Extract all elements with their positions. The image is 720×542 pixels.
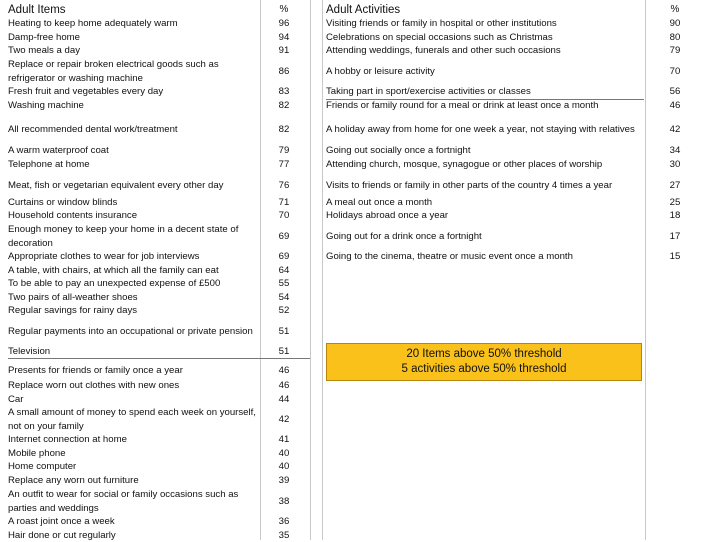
activity-row-pct: 80 (669, 31, 681, 43)
activity-row-label: Friends or family round for a meal or drink at least once a month (326, 99, 599, 111)
activity-row-label: Visiting friends or family in hospital or other institutions (326, 17, 557, 29)
item-row-pct: 82 (278, 99, 290, 111)
item-row-label: Fresh fruit and vegetables every day (8, 85, 164, 97)
item-row-pct: 69 (278, 250, 290, 262)
activity-row-label: Going out for a drink once a fortnight (326, 230, 482, 242)
item-row-label: Appropriate clothes to wear for job interviews (8, 250, 200, 262)
item-row-label: Replace or repair broken electrical goods such as refrigerator or washing machine (8, 59, 219, 84)
item-row-pct: 91 (278, 44, 290, 56)
activity-row-label: A meal out once a month (326, 196, 433, 208)
item-row-pct: 71 (278, 196, 290, 208)
item-row-label: Car (8, 393, 24, 405)
item-row-pct: 52 (278, 304, 290, 316)
activity-row-label: Attending weddings, funerals and other such occasions (326, 44, 561, 56)
item-row-label: A roast joint once a week (8, 515, 115, 527)
item-row-pct: 51 (278, 325, 290, 337)
item-row-pct: 35 (278, 529, 290, 541)
item-row-pct: 36 (278, 515, 290, 527)
item-row-pct: 69 (278, 230, 290, 242)
item-row-label: A table, with chairs, at which all the family can eat (8, 264, 219, 276)
activity-row-pct: 27 (669, 179, 681, 191)
item-row-pct: 38 (278, 495, 290, 507)
item-row-label: Replace worn out clothes with new ones (8, 379, 180, 391)
item-row-pct: 64 (278, 264, 290, 276)
item-row-label: All recommended dental work/treatment (8, 123, 178, 135)
item-row-pct: 40 (278, 460, 290, 472)
activity-row-label: Attending church, mosque, synagogue or other places of worship (326, 158, 603, 170)
item-row-label: Internet connection at home (8, 433, 127, 445)
item-row-label: Regular payments into an occupational or private pension (8, 325, 253, 337)
column-divider (260, 0, 261, 540)
item-row-label: Mobile phone (8, 447, 66, 459)
activity-row-label: Holidays abroad once a year (326, 209, 449, 221)
activity-row-pct: 46 (669, 99, 681, 111)
column-divider (645, 0, 646, 540)
activity-row-pct: 79 (669, 44, 681, 56)
threshold-line (8, 358, 310, 359)
activity-row-pct: 90 (669, 17, 681, 29)
activity-row-pct: 17 (669, 230, 681, 242)
item-row-label: Presents for friends or family once a year (8, 364, 183, 376)
item-row-label: A warm waterproof coat (8, 144, 109, 156)
activity-row-pct: 56 (669, 85, 681, 97)
item-row-pct: 40 (278, 447, 290, 459)
item-row-label: Washing machine (8, 99, 84, 111)
column-divider (310, 0, 311, 540)
activity-row-pct: 34 (669, 144, 681, 156)
activity-row-pct: 30 (669, 158, 681, 170)
item-row-pct: 77 (278, 158, 290, 170)
item-row-label: Enough money to keep your home in a decent state of decoration (8, 224, 239, 249)
item-row-label: To be able to pay an unexpected expense of £500 (8, 277, 221, 289)
activity-row-pct: 18 (669, 209, 681, 221)
item-row-pct: 54 (278, 291, 290, 303)
column-divider (322, 0, 323, 540)
item-row-label: An outfit to wear for social or family occasions such as parties and weddings (8, 489, 239, 514)
activities-header: Adult Activities (326, 4, 401, 16)
item-row-label: Heating to keep home adequately warm (8, 17, 178, 29)
item-row-pct: 94 (278, 31, 290, 43)
item-row-label: Household contents insurance (8, 209, 138, 221)
item-row-pct: 76 (278, 179, 290, 191)
activity-row-label: Going to the cinema, theatre or music event once a month (326, 250, 573, 262)
item-row-pct: 70 (278, 209, 290, 221)
activity-row-label: Going out socially once a fortnight (326, 144, 471, 156)
item-row-pct: 55 (278, 277, 290, 289)
activity-row-label: Visits to friends or family in other parts of the country 4 times a year (326, 179, 613, 191)
item-row-label: A small amount of money to spend each week on yourself, not on your family (8, 407, 256, 432)
item-row-pct: 42 (278, 413, 290, 425)
activity-row-pct: 15 (669, 250, 681, 262)
item-row-pct: 82 (278, 123, 290, 135)
item-row-pct: 83 (278, 85, 290, 97)
threshold-summary-box (326, 343, 642, 381)
item-row-label: Television (8, 345, 51, 357)
item-row-label: Regular savings for rainy days (8, 304, 138, 316)
item-row-pct: 86 (278, 65, 290, 77)
item-row-pct: 46 (278, 379, 290, 391)
activity-row-label: A holiday away from home for one week a year, not staying with relatives (326, 123, 635, 135)
activity-row-label: Celebrations on special occasions such as Christmas (326, 31, 553, 43)
items-header: Adult Items (8, 4, 66, 16)
item-row-label: Curtains or window blinds (8, 196, 118, 208)
activity-row-pct: 42 (669, 123, 681, 135)
item-row-pct: 39 (278, 474, 290, 486)
summary-items-text: 20 Items above 50% threshold (406, 348, 562, 360)
activity-row-pct: 25 (669, 196, 681, 208)
item-row-pct: 79 (278, 144, 290, 156)
item-row-label: Replace any worn out furniture (8, 474, 139, 486)
items-pct-header: % (279, 4, 289, 15)
item-row-pct: 41 (278, 433, 290, 445)
item-row-pct: 44 (278, 393, 290, 405)
item-row-label: Two pairs of all-weather shoes (8, 291, 138, 303)
item-row-label: Meat, fish or vegetarian equivalent every other day (8, 179, 224, 191)
activity-row-label: A hobby or leisure activity (326, 65, 435, 77)
item-row-label: Two meals a day (8, 44, 80, 56)
activity-row-pct: 70 (669, 65, 681, 77)
item-row-pct: 96 (278, 17, 290, 29)
item-row-label: Home computer (8, 460, 77, 472)
summary-activities-text: 5 activities above 50% threshold (401, 363, 567, 375)
item-row-label: Telephone at home (8, 158, 90, 170)
item-row-label: Damp-free home (8, 31, 80, 43)
activity-row-label: Taking part in sport/exercise activities or classes (326, 85, 531, 97)
item-row-pct: 46 (278, 364, 290, 376)
item-row-label: Hair done or cut regularly (8, 529, 116, 541)
item-row-pct: 51 (278, 345, 290, 357)
activities-pct-header: % (670, 4, 680, 15)
